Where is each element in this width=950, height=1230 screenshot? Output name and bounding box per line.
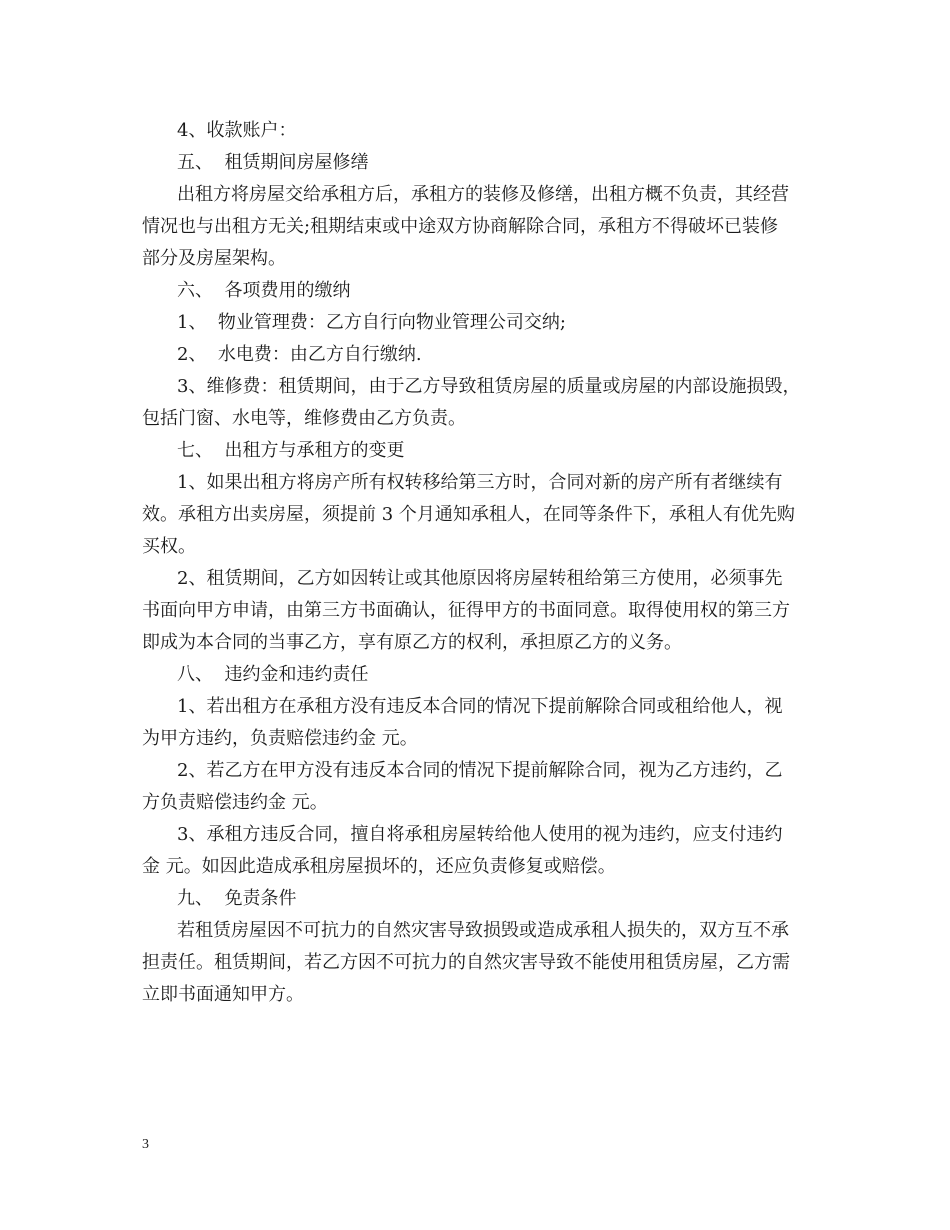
paragraph-line: 担责任。租赁期间，若乙方因不可抗力的自然灾害导致不能使用租赁房屋，乙方需 (142, 952, 790, 973)
paragraph-line: 3、维修费：租赁期间，由于乙方导致租赁房屋的质量或房屋的内部设施损毁， (177, 376, 801, 397)
paragraph-line: 效。承租方出卖房屋，须提前 3 个月通知承租人，在同等条件下，承租人有优先购 (142, 504, 795, 525)
section-heading: 六、 各项费用的缴纳 (177, 280, 351, 301)
section-heading: 七、 出租方与承租方的变更 (177, 440, 405, 461)
section-heading: 八、 违约金和违约责任 (177, 664, 369, 685)
paragraph-line: 金 元。如因此造成承租房屋损坏的，还应负责修复或赔偿。 (142, 856, 616, 877)
paragraph-line: 3、承租方违反合同，擅自将承租房屋转给他人使用的视为违约，应支付违约 (177, 824, 783, 845)
paragraph-line: 即成为本合同的当事乙方，享有原乙方的权利，承担原乙方的义务。 (142, 632, 682, 653)
paragraph-line: 情况也与出租方无关;租期结束或中途双方协商解除合同，承租方不得破坏已装修 (142, 216, 779, 237)
paragraph-line: 立即书面通知甲方。 (142, 984, 304, 1005)
paragraph-line: 1、 物业管理费：乙方自行向物业管理公司交纳; (177, 312, 566, 333)
paragraph-line: 4、收款账户： (177, 120, 297, 141)
paragraph-line: 2、若乙方在甲方没有违反本合同的情况下提前解除合同，视为乙方违约，乙 (177, 760, 783, 781)
paragraph-line: 部分及房屋架构。 (142, 248, 286, 269)
paragraph-line: 出租方将房屋交给承租方后，承租方的装修及修缮，出租方概不负责，其经营 (177, 184, 789, 205)
paragraph-line: 方负责赔偿违约金 元。 (142, 792, 328, 813)
paragraph-line: 1、如果出租方将房产所有权转移给第三方时，合同对新的房产所有者继续有 (177, 472, 783, 493)
paragraph-line: 买权。 (142, 536, 196, 557)
page-number: 3 (142, 1137, 149, 1152)
paragraph-line: 若租赁房屋因不可抗力的自然灾害导致损毁或造成承租人损失的，双方互不承 (177, 920, 789, 941)
section-heading: 九、 免责条件 (177, 888, 297, 909)
section-heading: 五、 租赁期间房屋修缮 (177, 152, 369, 173)
paragraph-line: 2、租赁期间，乙方如因转让或其他原因将房屋转租给第三方使用，必须事先 (177, 568, 783, 589)
paragraph-line: 1、若出租方在承租方没有违反本合同的情况下提前解除合同或租给他人，视 (177, 696, 783, 717)
paragraph-line: 包括门窗、水电等，维修费由乙方负责。 (142, 408, 466, 429)
document-body (142, 115, 822, 1011)
paragraph-line: 为甲方违约，负责赔偿违约金 元。 (142, 728, 418, 749)
paragraph-line: 书面向甲方申请，由第三方书面确认，征得甲方的书面同意。取得使用权的第三方 (142, 600, 790, 621)
paragraph-line: 2、 水电费：由乙方自行缴纳. (177, 344, 422, 365)
